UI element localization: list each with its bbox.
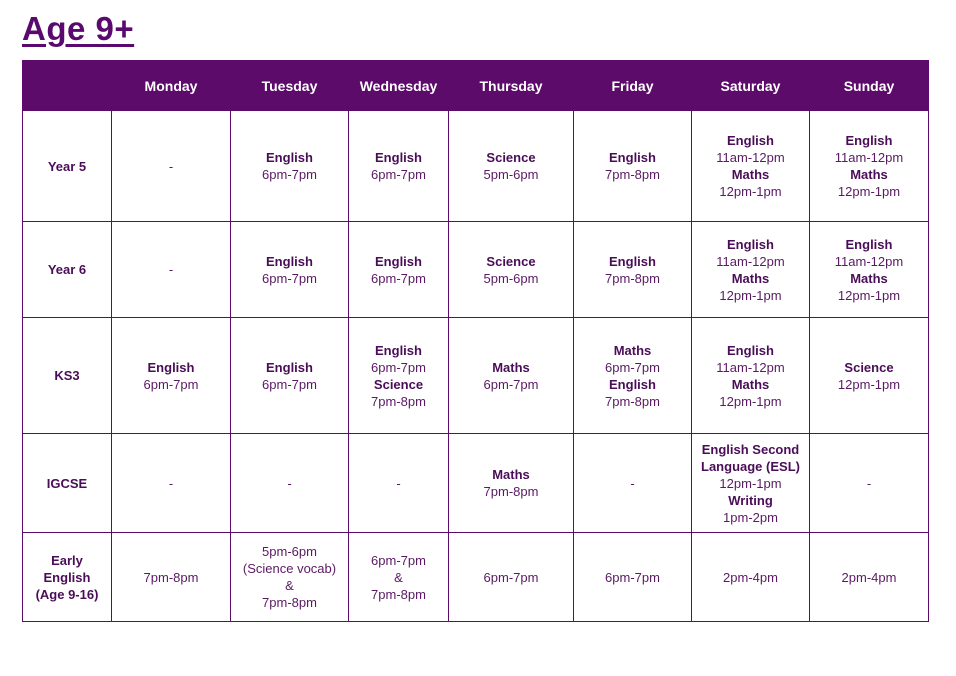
row-header-line: (Age 9-16) (35, 586, 99, 602)
time-label: 12pm-1pm (719, 475, 782, 491)
subject-label: Science (486, 253, 536, 269)
time-label: 11am-12pm (716, 253, 785, 269)
subject-label: English (727, 133, 774, 148)
cell-wednesday (349, 111, 449, 222)
subject-label: English (266, 150, 313, 165)
header-tuesday: Tuesday (231, 61, 349, 111)
subject-label: Science (486, 150, 536, 165)
subject-label: English Second (701, 441, 800, 457)
cell-monday (112, 533, 231, 622)
cell-thursday (449, 533, 574, 622)
time-label: (Science vocab) (242, 561, 337, 576)
time-label: 6pm-7pm (371, 552, 426, 568)
subject-label: Maths (613, 342, 652, 358)
time-label: 11am-12pm (834, 150, 904, 165)
header-sunday: Sunday (810, 61, 929, 111)
cell-tuesday (231, 318, 349, 434)
time-label: 12pm-1pm (837, 184, 901, 199)
page-title: Age 9+ (22, 10, 135, 47)
subject-label: Science (373, 376, 424, 392)
cell-tuesday (231, 533, 349, 622)
time-label: 12pm-1pm (719, 393, 782, 409)
subject-label: Maths (492, 359, 530, 375)
time-label: 11am-12pm (834, 253, 904, 269)
cell-saturday (692, 318, 810, 434)
subject-label: Maths (731, 167, 770, 182)
time-label: 6pm-7pm (371, 167, 426, 182)
cell-wednesday (349, 222, 449, 318)
header-monday: Monday (112, 61, 231, 111)
cell-monday (112, 222, 231, 318)
time-label: 12pm-1pm (837, 287, 901, 303)
cell-wednesday (349, 318, 449, 434)
time-label: 7pm-8pm (143, 569, 199, 585)
cell-friday (574, 533, 692, 622)
time-label: 12pm-1pm (719, 287, 782, 303)
cell-thursday (449, 222, 574, 318)
subject-label: English (375, 253, 422, 269)
time-label: - (168, 475, 174, 491)
table-row (23, 111, 929, 222)
cell-friday (574, 318, 692, 434)
cell-friday (574, 434, 692, 533)
header-row (23, 61, 929, 111)
subject-label: English (845, 236, 893, 252)
table-row (23, 434, 929, 533)
time-label: & (285, 578, 294, 593)
subject-label: Language (ESL) (701, 458, 800, 474)
cell-tuesday (231, 434, 349, 533)
time-label: 5pm-6pm (262, 544, 317, 559)
time-label: 5pm-6pm (483, 270, 539, 286)
table-row (23, 318, 929, 434)
subject-label: English (609, 150, 656, 165)
time-label: 1pm-2pm (723, 509, 778, 525)
header-corner (23, 61, 112, 111)
cell-sunday (810, 434, 929, 533)
cell-sunday (810, 533, 929, 622)
subject-label: Maths (731, 270, 770, 286)
row-header: Year 5 (23, 111, 112, 222)
cell-saturday (692, 434, 810, 533)
time-label: 6pm-7pm (262, 270, 317, 286)
subject-label: Maths (850, 270, 888, 286)
time-label: 6pm-7pm (483, 376, 539, 392)
cell-tuesday (231, 111, 349, 222)
subject-label: English (375, 150, 422, 165)
subject-label: Science (844, 359, 894, 375)
time-label: 7pm-8pm (605, 270, 660, 286)
subject-label: Maths (492, 467, 530, 482)
time-label: 6pm-7pm (371, 270, 426, 286)
table-row (23, 222, 929, 318)
cell-sunday (810, 222, 929, 318)
time-label: & (394, 569, 403, 585)
subject-label: English (375, 342, 422, 358)
row-header: KS3 (23, 318, 112, 434)
time-label: 5pm-6pm (483, 167, 539, 182)
cell-wednesday (349, 533, 449, 622)
subject-label: English (266, 359, 313, 375)
cell-monday (112, 111, 231, 222)
cell-wednesday (349, 434, 449, 533)
time-label: 7pm-8pm (371, 586, 426, 602)
time-label: 6pm-7pm (483, 569, 539, 585)
time-label: - (396, 475, 401, 491)
time-label: 12pm-1pm (719, 184, 782, 199)
time-label: - (168, 262, 174, 277)
row-header-line: English (43, 569, 91, 585)
subject-label: Maths (850, 167, 888, 182)
header-saturday: Saturday (692, 61, 810, 111)
cell-sunday (810, 318, 929, 434)
time-label: 6pm-7pm (262, 167, 317, 182)
subject-label: English (845, 133, 893, 148)
header-thursday: Thursday (449, 61, 574, 111)
time-label: 6pm-7pm (605, 569, 660, 585)
subject-label: Writing (728, 492, 773, 508)
row-header-line: Early (51, 552, 83, 568)
subject-label: English (727, 342, 774, 358)
time-label: 2pm-4pm (723, 569, 778, 585)
time-label: - (168, 158, 174, 174)
time-label: 2pm-4pm (841, 569, 897, 585)
subject-label: English (609, 253, 656, 269)
time-label: - (866, 475, 872, 491)
cell-saturday (692, 222, 810, 318)
cell-friday (574, 222, 692, 318)
table-row (23, 533, 929, 622)
cell-thursday (449, 111, 574, 222)
subject-label: Maths (731, 376, 770, 392)
subject-label: English (609, 376, 656, 392)
cell-monday (112, 434, 231, 533)
cell-saturday (692, 533, 810, 622)
header-wednesday: Wednesday (349, 61, 449, 111)
time-label: 6pm-7pm (605, 359, 660, 375)
subject-label: English (266, 253, 313, 269)
cell-saturday (692, 111, 810, 222)
time-label: - (287, 475, 292, 491)
time-label: 7pm-8pm (605, 167, 660, 182)
time-label: 7pm-8pm (262, 595, 317, 610)
cell-tuesday (231, 222, 349, 318)
cell-sunday (810, 111, 929, 222)
time-label: 6pm-7pm (262, 376, 317, 392)
time-label: 12pm-1pm (837, 376, 901, 392)
cell-monday (112, 318, 231, 434)
row-header: Year 6 (23, 222, 112, 318)
time-label: 6pm-7pm (143, 376, 199, 392)
time-label: 7pm-8pm (483, 484, 539, 499)
cell-thursday (449, 318, 574, 434)
time-label: 7pm-8pm (605, 393, 660, 409)
time-label: 11am-12pm (716, 359, 785, 375)
row-header (23, 533, 112, 622)
timetable (22, 60, 929, 622)
subject-label: English (727, 236, 774, 252)
row-header: IGCSE (23, 434, 112, 533)
cell-thursday (449, 434, 574, 533)
subject-label: English (147, 359, 195, 375)
cell-friday (574, 111, 692, 222)
time-label: - (630, 475, 635, 491)
time-label: 11am-12pm (716, 150, 785, 165)
time-label: 7pm-8pm (371, 393, 426, 409)
header-friday: Friday (574, 61, 692, 111)
time-label: 6pm-7pm (371, 359, 426, 375)
